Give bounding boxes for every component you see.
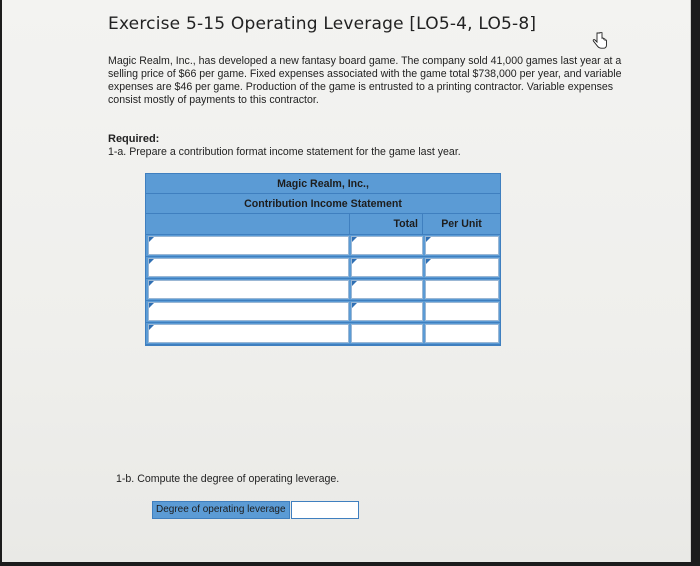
table-row <box>146 235 500 257</box>
per-unit-input[interactable] <box>425 324 499 343</box>
total-column-header: Total <box>349 214 422 234</box>
per-unit-input[interactable] <box>425 280 499 299</box>
dol-label: Degree of operating leverage <box>152 501 290 519</box>
total-input[interactable] <box>351 258 423 277</box>
row-label-dropdown[interactable] <box>148 302 349 321</box>
per-unit-input[interactable] <box>425 302 499 321</box>
requirement-1a: 1-a. Prepare a contribution format income statement for the game last year. <box>108 146 461 158</box>
dol-answer-row <box>152 501 359 519</box>
total-input[interactable] <box>351 302 423 321</box>
column-header-row <box>146 214 500 235</box>
problem-text: Magic Realm, Inc., has developed a new fantasy board game. The company sold 41,000 games last year at a selling price of $66 per game. Fixed expenses associated with the game total $738,000 per year, and variable expenses are $46 per game. Production of the game is entrusted to a printing contractor. Variable expenses consist mostly of payments to this contractor. <box>108 55 622 106</box>
hand-pointer-icon <box>592 32 608 50</box>
row-label-dropdown[interactable] <box>148 280 349 299</box>
required-label: Required: <box>108 133 160 145</box>
total-input[interactable] <box>351 280 423 299</box>
per-unit-input[interactable] <box>425 258 499 277</box>
table-row <box>146 301 500 323</box>
total-input[interactable] <box>351 324 423 343</box>
row-label-dropdown[interactable] <box>148 324 349 343</box>
table-row <box>146 279 500 301</box>
dol-input[interactable] <box>291 501 359 519</box>
row-label-dropdown[interactable] <box>148 236 349 255</box>
table-row <box>146 323 500 345</box>
assignment-page <box>2 0 691 562</box>
label-column-header <box>146 214 349 234</box>
total-input[interactable] <box>351 236 423 255</box>
requirement-1b: 1-b. Compute the degree of operating leverage. <box>116 473 340 485</box>
row-label-dropdown[interactable] <box>148 258 349 277</box>
exercise-title: Exercise 5-15 Operating Leverage [LO5-4, LO5-8] <box>108 14 537 34</box>
table-row <box>146 257 500 279</box>
per-unit-input[interactable] <box>425 236 499 255</box>
company-name: Magic Realm, Inc., <box>146 174 500 194</box>
per-unit-column-header: Per Unit <box>422 214 500 234</box>
income-statement-table <box>145 173 501 346</box>
statement-title: Contribution Income Statement <box>146 194 500 214</box>
